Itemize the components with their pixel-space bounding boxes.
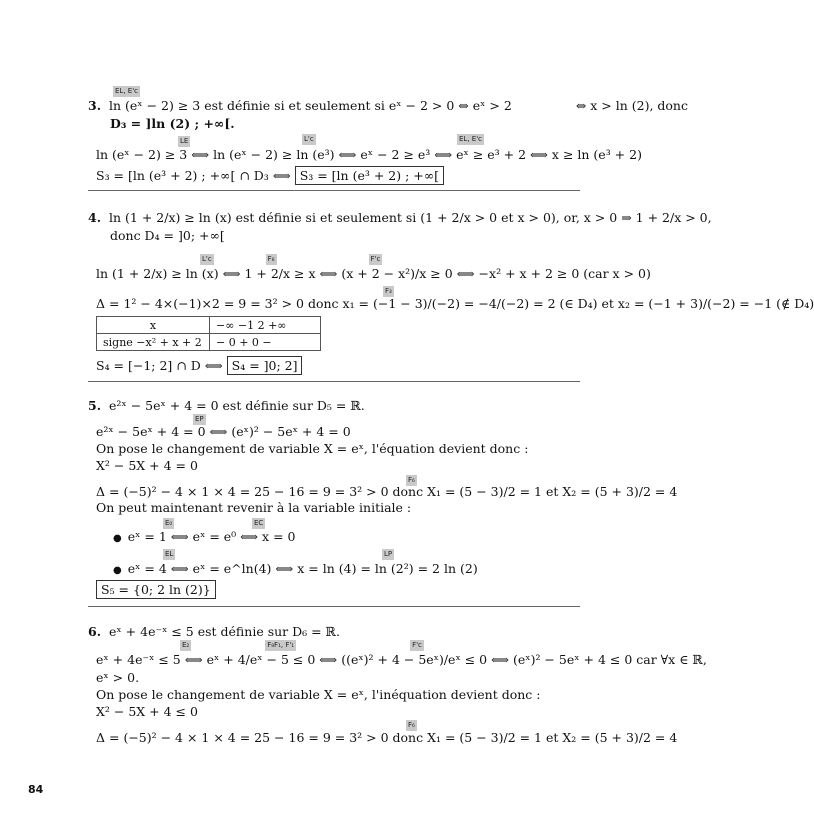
ex5-tag-el: EL bbox=[165, 550, 174, 558]
ex4-line2: ln (1 + 2/x) ≥ ln (x) ⟺ 1 + 2/x ≥ x ⟺ (x + 2 − x²)/x ≥ 0 ⟺ −x² + x + 2 ≥ 0 (car x > 0) bbox=[96, 266, 651, 281]
ex5-tag-lp: LP bbox=[384, 550, 393, 558]
ex3-line3: S₃ = [ln (e³ + 2) ; +∞[ ∩ D₃ ⟺ S₃ = [ln (e³ + 2) ; +∞[ bbox=[96, 168, 444, 184]
sign-table bbox=[96, 316, 321, 351]
ex4-line1: 4. ln (1 + 2/x) ≥ ln (x) est définie si et seulement si (1 + 2/x > 0 et x > 0), or, x > 0 ⇒ 1 + 2/x > 0, bbox=[88, 210, 712, 225]
ex5-line2: e²ˣ − 5eˣ + 4 = 0 ⟺ (eˣ)² − 5eˣ + 4 = 0 bbox=[96, 424, 351, 439]
ex5-solution: S₅ = {0; 2 ln (2)} bbox=[96, 580, 216, 599]
ex6-line3: On pose le changement de variable X = eˣ, l'inéquation devient donc : bbox=[96, 687, 541, 702]
ex5-line5: Δ = (−5)² − 4 × 1 × 4 = 25 − 16 = 9 = 3² > 0 donc X₁ = (5 − 3)/2 = 1 et X₂ = (5 + 3)/2 = 4 bbox=[96, 484, 678, 499]
ex5-tag-ep: EP bbox=[195, 415, 204, 423]
ex6-line5: Δ = (−5)² − 4 × 1 × 4 = 25 − 16 = 9 = 3² > 0 donc X₁ = (5 − 3)/2 = 1 et X₂ = (5 + 3)/2 = 4 bbox=[96, 730, 678, 745]
ex5-line6: On peut maintenant revenir à la variable initiale : bbox=[96, 500, 412, 515]
ex3-line2: ln (eˣ − 2) ≥ 3 ⟺ ln (eˣ − 2) ≥ ln (e³) ⟺ eˣ − 2 ≥ e³ ⟺ eˣ ≥ e³ + 2 ⟺ x ≥ ln (e³ + 2) bbox=[96, 147, 642, 162]
ex3-tag1: EL, E'c bbox=[115, 87, 138, 95]
ex3-domain: D₃ = ]ln (2) ; +∞[. bbox=[110, 116, 235, 131]
separator-3 bbox=[88, 190, 580, 191]
ex5-solution-line bbox=[96, 582, 216, 598]
sign-table-header-x: x bbox=[97, 317, 210, 334]
sign-table-header-values: −∞ −1 2 +∞ bbox=[210, 317, 321, 334]
ex3-solution: S₃ = [ln (e³ + 2) ; +∞[ bbox=[295, 166, 444, 185]
ex4-tag-f3: F₃ bbox=[385, 287, 392, 295]
separator-5 bbox=[88, 606, 580, 607]
sign-table-row-signs: − 0 + 0 − bbox=[210, 334, 321, 351]
sign-table-row-label: signe −x² + x + 2 bbox=[97, 334, 210, 351]
ex5-tag-e0: E₀ bbox=[165, 519, 173, 527]
ex5-bullet2: ● eˣ = 4 ⟺ eˣ = e^ln(4) ⟺ x = ln (4) = ln (2²) = 2 ln (2) bbox=[113, 561, 478, 576]
ex3-tag-le: LE bbox=[180, 137, 189, 145]
ex6-line2b: eˣ > 0. bbox=[96, 670, 140, 685]
ex4-tags: L'c F₈ F'c bbox=[202, 255, 381, 263]
page-number: 84 bbox=[28, 783, 44, 796]
ex6-tags: E₂ F₈F₁, F'₁ F'c bbox=[182, 641, 422, 649]
ex4-line4: S₄ = [−1; 2] ∩ D ⟺ S₄ = ]0; 2] bbox=[96, 358, 302, 374]
ex3-tag-lc: L'c bbox=[304, 135, 314, 143]
ex3-line1: 3. ln (eˣ − 2) ≥ 3 est définie si et seulement si eˣ − 2 > 0 ⇔ eˣ > 2 ⇔ x > ln (2), donc bbox=[88, 98, 688, 113]
ex6-tag-f6: F₆ bbox=[408, 721, 415, 729]
ex3-tag-elc: EL, E'c bbox=[459, 135, 482, 143]
ex5-line1: 5. e²ˣ − 5eˣ + 4 = 0 est définie sur D₅ = ℝ. bbox=[88, 398, 365, 413]
ex5-line4: X² − 5X + 4 = 0 bbox=[96, 458, 198, 473]
ex5-tag-ec: EC bbox=[254, 519, 264, 527]
ex4-line3: Δ = 1² − 4×(−1)×2 = 9 = 3² > 0 donc x₁ = (−1 − 3)/(−2) = −4/(−2) = 2 (∈ D₄) et x₂ = (−1 + 3)/(−2) = −1 (∉ D₄) bbox=[96, 296, 814, 311]
ex6-line2: eˣ + 4e⁻ˣ ≤ 5 ⟺ eˣ + 4/eˣ − 5 ≤ 0 ⟺ ((eˣ)² + 4 − 5eˣ)/eˣ ≤ 0 ⟺ (eˣ)² − 5eˣ + 4 ≤ 0 car ∀x ∈ ℝ, bbox=[96, 652, 707, 667]
ex6-line1: 6. eˣ + 4e⁻ˣ ≤ 5 est définie sur D₆ = ℝ. bbox=[88, 624, 340, 639]
ex5-line3: On pose le changement de variable X = eˣ, l'équation devient donc : bbox=[96, 441, 529, 456]
separator-4 bbox=[88, 381, 580, 382]
ex4-domain: donc D₄ = ]0; +∞[ bbox=[110, 228, 225, 243]
ex4-solution: S₄ = ]0; 2] bbox=[227, 356, 303, 375]
ex6-line4: X² − 5X + 4 ≤ 0 bbox=[96, 704, 198, 719]
ex5-bullet1: ● eˣ = 1 ⟺ eˣ = e⁰ ⟺ x = 0 bbox=[113, 529, 296, 544]
ex5-tag-f6: F₆ bbox=[408, 476, 415, 484]
